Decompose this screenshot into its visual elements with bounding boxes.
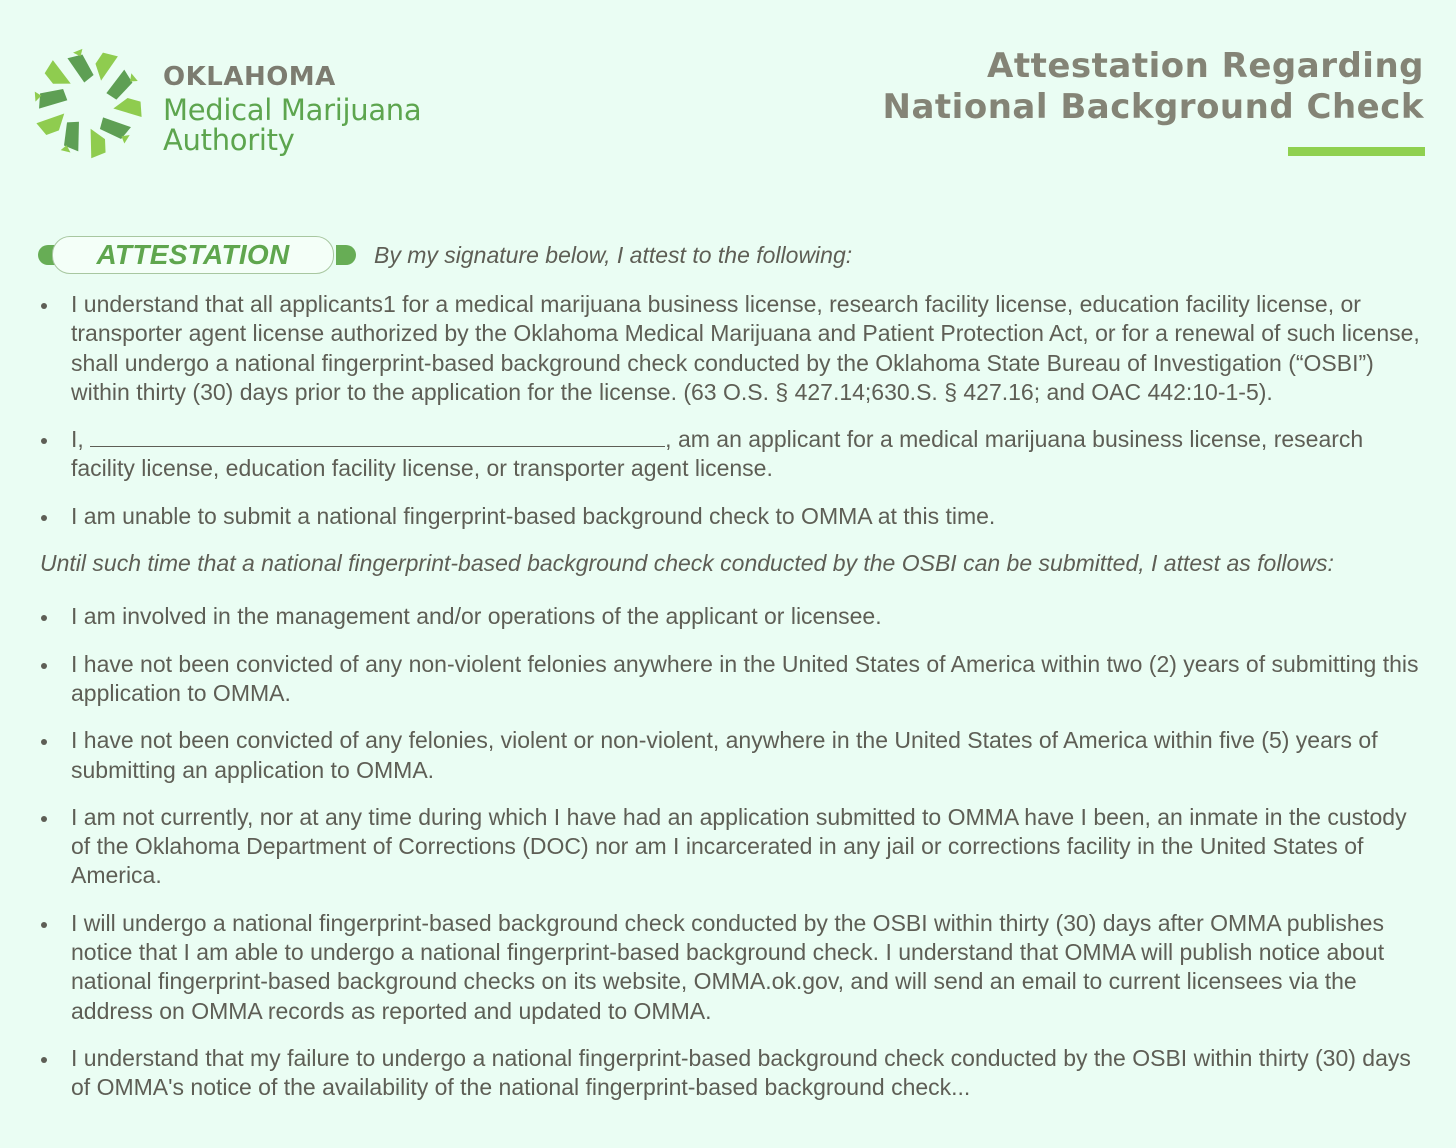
list-item — [40, 726, 1420, 785]
logo-wordmark — [163, 64, 421, 156]
logo-line-authority: Authority — [163, 123, 295, 157]
document-title-line2: National Background Check — [882, 87, 1424, 127]
list-item — [40, 602, 1420, 631]
list-item-text: I will undergo a national fingerprint-based background check conducted by the OSBI within thirty (30) days after OMMA publishes notice that I am able to undergo a national fingerprint-based background check. I understand that OMMA will publish notice about national fingerprint-based background checks on its website, OMMA.ok.gov, and will send an email to current licensees via the address on OMMA records as reported and updated to OMMA. — [71, 909, 1385, 1024]
logo-line-medical-marijuana: Medical Marijuana — [163, 93, 422, 127]
badge-cap-right — [336, 245, 356, 265]
applicant-name-field[interactable] — [90, 426, 665, 447]
list-item — [40, 1044, 1420, 1103]
attestation-list-2 — [40, 602, 1420, 1102]
list-item — [40, 290, 1420, 407]
interim-statement: Until such time that a national fingerprint-based background check conducted by the OSBI can be submitted, I attest as follows: — [40, 550, 1334, 577]
attestation-heading-row — [36, 233, 852, 277]
list-item-applicant-name — [40, 425, 1420, 484]
list-item-text: I am involved in the management and/or operations of the applicant or licensee. — [71, 603, 882, 630]
list-item — [40, 803, 1420, 891]
document-title — [883, 46, 1424, 128]
list-item — [40, 909, 1420, 1026]
document-body — [40, 290, 1420, 1121]
list-item-text: I am unable to submit a national fingerprint-based background check to OMMA at this time. — [71, 502, 996, 529]
title-accent-rule — [1288, 147, 1425, 156]
list-item-text: I have not been convicted of any non-violent felonies anywhere in the United States of America within two (2) years of submitting this application to OMMA. — [71, 650, 1419, 706]
list-item — [40, 650, 1420, 709]
document-title-line1: Attestation Regarding — [987, 46, 1424, 86]
list-item-text: I am not currently, nor at any time during which I have had an application submitted to OMMA have I been, an inmate in the custody of the Oklahoma Department of Corrections (DOC) nor am I incarcerated in any jail or corrections facility in the United States of America. — [71, 803, 1407, 889]
list-item-suffix: , am an applicant for a medical marijuana business license, research facility license, education facility license, or transporter agent license. — [71, 426, 1364, 482]
list-item — [40, 502, 1420, 531]
list-item-prefix: I, — [71, 426, 91, 453]
list-item-text: I have not been convicted of any felonies, violent or non-violent, anywhere in the United States of America within five (5) years of submitting an application to OMMA. — [71, 727, 1378, 783]
omma-star-logo-icon — [32, 46, 144, 160]
attestation-list-1 — [40, 290, 1420, 531]
list-item-text: I understand that all applicants1 for a medical marijuana business license, research facility license, education facility license, or transporter agent license authorized by the Oklahoma Medical Marijuana and Patient Protection Act, or for a renewal of such license, shall undergo a national fingerprint-based background check conducted by the Oklahoma State Bureau of Investigation (“OSBI”) within thirty (30) days prior to the application for the license. (63 O.S. § 427.14;630.S. § 427.16; and OAC 442:10-1-5). — [71, 291, 1420, 405]
list-item-text: I understand that my failure to undergo a national fingerprint-based background check conducted by the OSBI within thirty (30) days of OMMA's notice of the availability of the national fingerprint-based background check... — [71, 1044, 1411, 1101]
attestation-badge-label: ATTESTATION — [52, 236, 334, 274]
logo-line-oklahoma: OKLAHOMA — [163, 62, 336, 92]
attestation-intro: By my signature below, I attest to the following: — [374, 241, 853, 268]
attestation-badge — [36, 235, 354, 275]
document-header — [0, 0, 1456, 200]
